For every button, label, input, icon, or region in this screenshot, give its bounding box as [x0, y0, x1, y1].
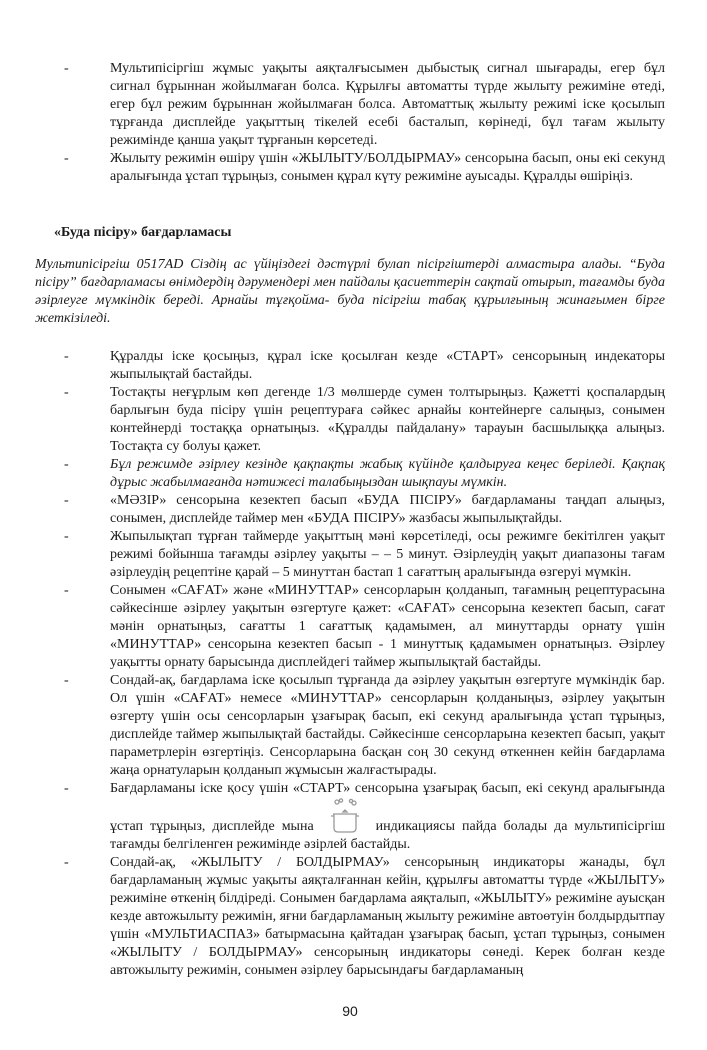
list-item — [64, 582, 665, 672]
list-item — [64, 492, 665, 528]
list-item — [64, 528, 665, 582]
item-text: индикациясы пайда болады да мультипісіргіш тағамды белгіленген режимінде әзірлей бастайды. — [110, 819, 666, 852]
item-text: «МӘЗІР» сенсорына кезектеп басып «БУДА ПІСІРУ» бағдарламаны таңдап алыңыз, сонымен, дисплейде таймер мен «БУДА ПІСІРУ» жазбасы жыпылықтайды. — [110, 493, 665, 526]
section-heading: «Буда пісіру» бағдарламасы — [54, 225, 232, 240]
list-item — [64, 60, 665, 150]
list-item — [64, 854, 665, 980]
item-text: Сонымен «САҒАТ» және «МИНУТТАР» сенсорларын қолданып, тағамның рецептурасына сәйкесінше әзірлеу уақытын өзгертуге қажет: «САҒАТ» сенсорына кезектеп басып, сағат мәнін орнатыңыз, сағатты 1 сағаттық қадамымен, ал минуттарды орнату үшін «МИНУТТАР» сенсорына кезектеп басып - 1 минуттық қадамымен орнатыңыз. Әзірлеу уақытты орнату барысында дисплейдегі таймер жыпылықтай бастайды. — [110, 583, 665, 670]
bullet-dash: - — [64, 61, 69, 76]
bullet-dash: - — [64, 457, 69, 472]
item-text: Мультипісіргіш жұмыс уақыты аяқталғысымен дыбыстық сигнал шығарады, егер бұл сигнал бұрыннан жойылмаған болса. Құрылғы автоматты түрде жылыту режиміне өтеді, егер бұл режим бұрыннан жойылмаған болса. Автоматтық жылыту режимі іске қосылып тұрғанда дисплейде уақыттың тікелей есебі басталып, көрінеді, бұл тағам жылыту режимінде қанша уақыт тұрғанын көрсетеді. — [110, 61, 665, 148]
bullet-dash: - — [64, 529, 69, 544]
bullet-dash: - — [64, 493, 69, 508]
steam-pot-icon — [325, 798, 365, 834]
item-text: Бұл режимде әзірлеу кезінде қақпақты жабық күйінде қалдыруға кеңес беріледі. Қақпақ дұрыс жабылмағанда нәтижесі талабыңыздан шықпауы мүмкін. — [110, 457, 665, 490]
list-item — [64, 348, 665, 384]
intro-paragraph: Мультипісіргіш 0517AD Сіздің ас үйіңіздегі дәстүрлі булап пісіргіштерді алмастыра алады. “Буда пісіру” бағдарламасы өнімдердің дәрумендері мен пайдалы қасиеттерін сақтай отырып, тағамды буда әзірлеуге мүмкіндік береді. Арнайы тұғқойма- буда пісіргіш табақ құрылғының жинағымен бірге жеткізіледі. — [35, 257, 665, 326]
list-item — [64, 384, 665, 456]
bullet-dash: - — [64, 781, 69, 796]
item-text: Сондай-ақ, бағдарлама іске қосылып тұрғанда да әзірлеу уақытын өзгертуге мүмкіндік бар. Ол үшін «САҒАТ» немесе «МИНУТТАР» сенсорларын қолданыңыз, әзірлеу уақытын өзгерту үшін осы сенсорларын ұзағырақ басып, екі секунд аралығында ұстап тұрыңыз, дисплейде таймер жыпылықтай бастайды. Сәйкесінше сенсорларына кезектеп басып, уақыт параметрлерін өзгертіңіз. Сенсорларына басқан соң 30 секунд өткеннен кейін бағдарлама жаңа орнатуларын қолданып жұмысын жалғастырады. — [110, 673, 665, 778]
item-text: Жылыту режимін өшіру үшін «ЖЫЛЫТУ/БОЛДЫРМАУ» сенсорына басып, оны екі секунд аралығында ұстап тұрыңыз, сонымен құрал күту режиміне ауысады. Құралды өшіріңіз. — [110, 151, 665, 184]
bullet-dash: - — [64, 583, 69, 598]
item-text: Құралды іске қосыңыз, құрал іске қосылған кезде «СТАРТ» сенсорының индекаторы жыпылықтай бастайды. — [110, 349, 665, 382]
list-item — [64, 150, 665, 186]
list-item — [64, 780, 666, 854]
list-item — [64, 672, 665, 780]
item-text: Жыпылықтап тұрған таймерде уақыттың мәні көрсетіледі, осы режимге бекітілген уақыт режимі бойынша тағамды әзірлеу уақыты – – 5 минут. Әзірлеудің уақыт диапазоны тағам әзірлеудің рецептіне қарай – 5 минуттан бастап 1 сағаттың аралығында өзгеруі мүмкін. — [110, 529, 665, 580]
item-text: Сондай-ақ, «ЖЫЛЫТУ / БОЛДЫРМАУ» сенсорының индикаторы жанады, бұл бағдарламаның жұмыс уақыты аяқталғаннан кейін, құрылғы автоматты түрде «ЖЫЛЫТУ» режиміне өткенің білдіреді. Сонымен бағдарлама аяқталып, «ЖЫЛЫТУ» режиміне ауысқан кезде автожылыту режимін, яғни бағдарламаның жылыту режиміне автоөтуін болдырдытпау үшін «МУЛЬТИАСПАЗ» батырмасына қайтадан ұзағырақ басып, ұстап тұрыңыз, сонымен «ЖЫЛЫТУ / БОЛДЫРМАУ» сенсорының индикаторы сөнеді. Керек болған кезде автожылыту режимін, сонымен әзірлеу барысындағы бағдарламаның — [110, 855, 665, 978]
bullet-dash: - — [64, 349, 69, 364]
item-text: Бағдарламаны іске қосу үшін «СТАРТ» сенсорына ұзағырақ басып, екі секунд аралығында ұстап тұрыңыз, дисплейде мына — [110, 781, 665, 834]
bullet-dash: - — [64, 385, 69, 400]
list-item — [64, 456, 665, 492]
bullet-dash: - — [64, 151, 69, 166]
item-text: Тостақты неғұрлым көп дегенде 1/3 мөлшерде сумен толтырыңыз. Қажетті қоспалардың барлығын буда пісіру үшін рецептураға сәйкес арнайы контейнерге салыңыз, сонымен контейнерді тостаққа орнатыңыз. «Құралды пайдалану» тарауын басшылыққа алыңыз. Тостақта су болуы қажет. — [110, 385, 665, 454]
bullet-dash: - — [64, 673, 69, 688]
page-number: 90 — [342, 1003, 358, 1019]
bullet-dash: - — [64, 855, 69, 870]
